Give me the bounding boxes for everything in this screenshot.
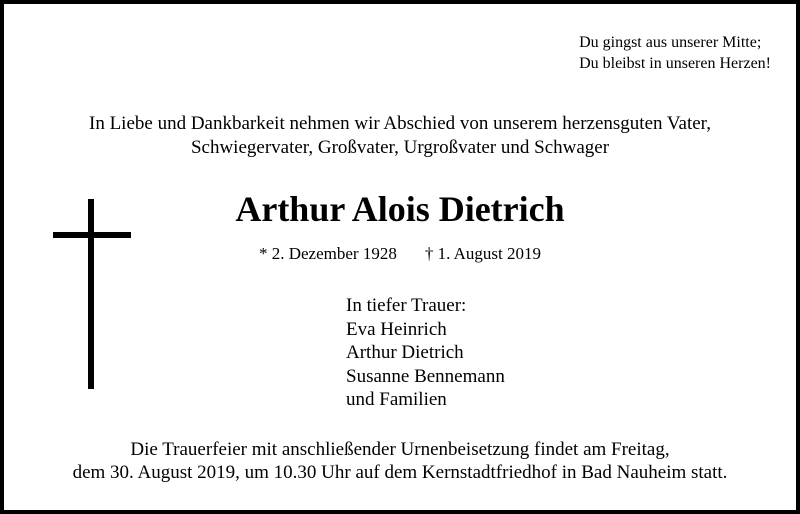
deceased-name: Arthur Alois Dietrich xyxy=(235,189,565,229)
funeral-ceremony-notice xyxy=(0,438,800,484)
ceremony-line: dem 30. August 2019, um 10.30 Uhr auf dem Kernstadtfriedhof in Bad Nauheim statt. xyxy=(72,462,728,483)
verse-line: Du gingst aus unserer Mitte; xyxy=(579,34,762,51)
latin-cross-icon xyxy=(53,199,131,389)
ceremony-line: Die Trauerfeier mit anschließender Urnenbeisetzung findet am Freitag, xyxy=(130,439,670,460)
mourner-name: Arthur Dietrich xyxy=(346,342,464,363)
verse-line: Du bleibst in unseren Herzen! xyxy=(579,55,771,72)
mourner-name: Eva Heinrich xyxy=(346,318,447,340)
mourner-name: und Familien xyxy=(346,389,447,410)
memorial-verse xyxy=(579,32,771,74)
intro-line: Schwiegervater, Großvater, Urgroßvater und Schwager xyxy=(190,137,610,158)
cross-horizontal-beam xyxy=(53,232,131,238)
mourners-list xyxy=(346,294,505,412)
death-date: † 1. August 2019 xyxy=(424,244,542,263)
farewell-intro xyxy=(0,112,800,160)
birth-date: * 2. Dezember 1928 xyxy=(258,244,397,263)
mourner-name: Susanne Bennemann xyxy=(346,365,505,387)
cross-vertical-beam xyxy=(88,199,94,389)
intro-line: In Liebe und Dankbarkeit nehmen wir Abschied von unserem herzensguten Vater, xyxy=(89,113,711,134)
mourners-heading: In tiefer Trauer: xyxy=(346,295,467,316)
